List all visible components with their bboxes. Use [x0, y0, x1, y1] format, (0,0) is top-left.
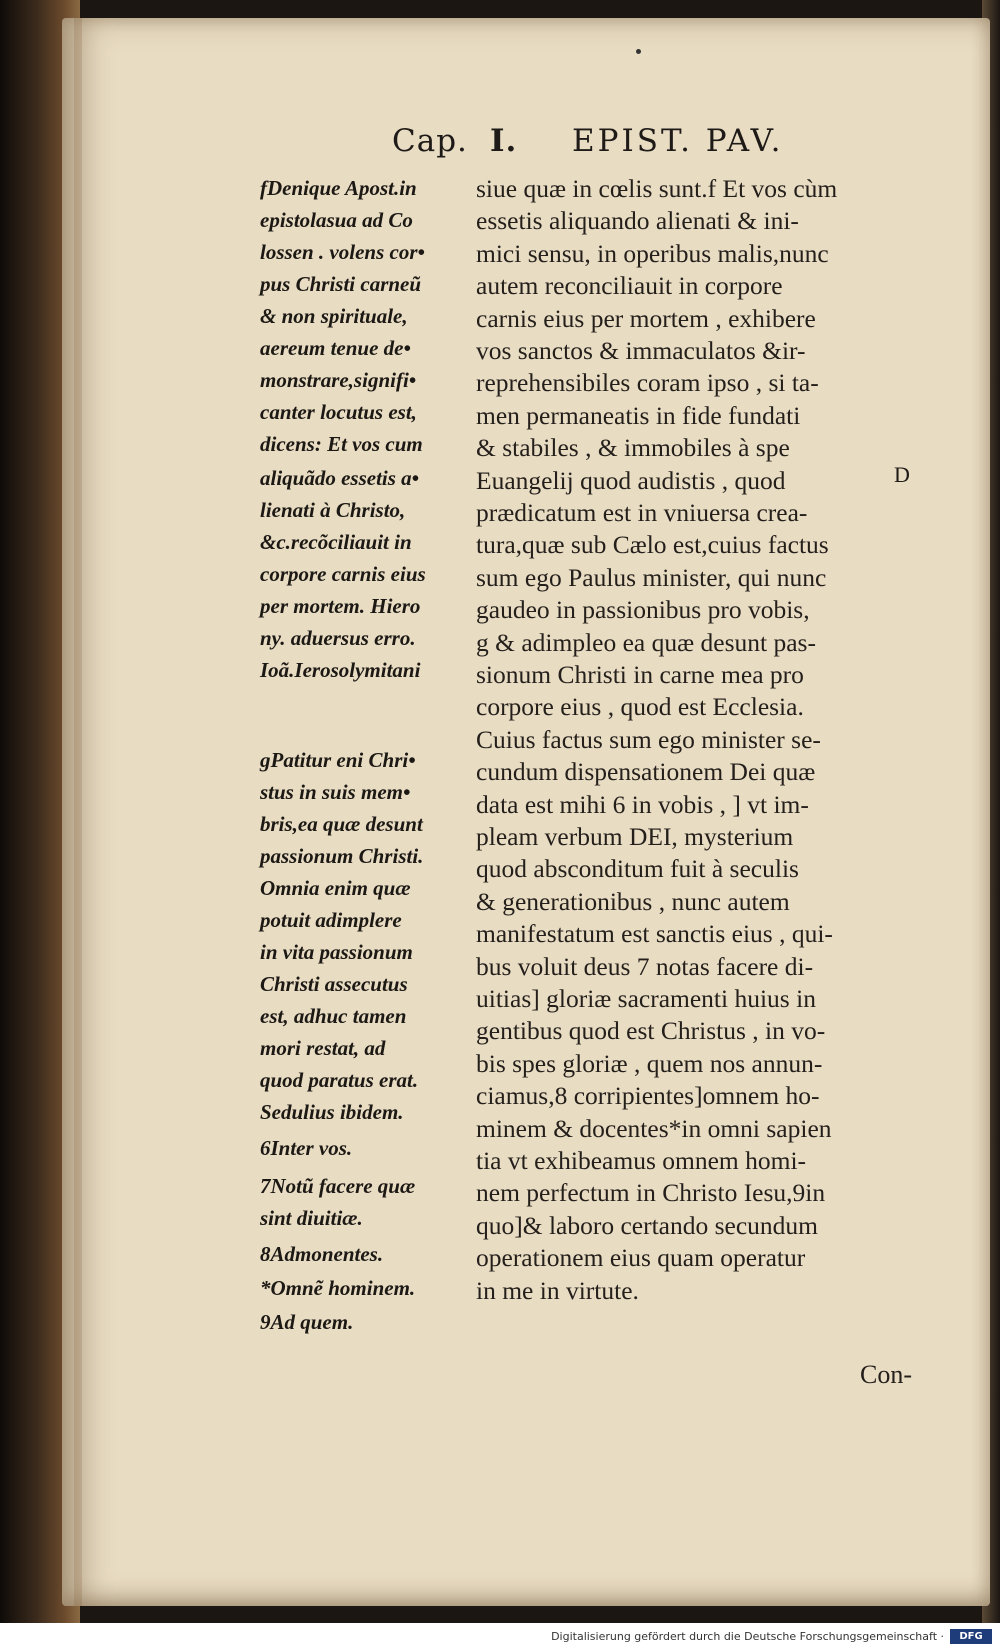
margin-line: Sedulius ibidem. — [260, 1100, 404, 1124]
margin-line: passionum Christi. — [260, 844, 424, 868]
text-line: vos sanctos & immaculatos &ir- — [476, 336, 806, 365]
text-line: g & adimpleo ea quæ desunt pas- — [476, 628, 816, 657]
margin-line: est, adhuc tamen — [260, 1004, 407, 1028]
margin-line: sint diuitiæ. — [260, 1206, 363, 1230]
text-line: minem & docentes*in omni sapien — [476, 1114, 832, 1143]
text-line: siue quæ in cœlis sunt.f Et vos cùm — [476, 174, 838, 203]
margin-line: 8Admonentes. — [260, 1242, 384, 1266]
catchword: Con- — [860, 1360, 912, 1389]
margin-line: stus in suis mem• — [260, 780, 411, 804]
text-line: & stabiles , & immobiles à spe — [476, 433, 790, 462]
margin-line: ny. aduersus erro. — [260, 626, 416, 650]
text-line: autem reconciliauit in corpore — [476, 271, 783, 300]
margin-line: fDenique Apost.in — [260, 176, 417, 200]
margin-line: Ioã.Ierosolymitani — [260, 658, 421, 682]
margin-line: bris,ea quæ desunt — [260, 812, 423, 836]
margin-line: epistolasua ad Co — [260, 208, 413, 232]
text-line: bus voluit deus 7 notas facere di- — [476, 952, 814, 981]
running-title: EPIST. PAV. — [572, 123, 784, 159]
margin-line: quod paratus erat. — [260, 1068, 419, 1092]
margin-line: 6Inter vos. — [260, 1136, 353, 1160]
margin-line: 9Ad quem. — [260, 1310, 354, 1334]
text-line: operationem eius quam operatur — [476, 1243, 806, 1272]
book-page — [62, 18, 990, 1606]
text-line: ciamus,8 corripientes]omnem ho- — [476, 1081, 820, 1110]
margin-line: lienati à Christo, — [260, 498, 406, 522]
text-line: reprehensibiles coram ipso , si ta- — [476, 368, 819, 397]
margin-line: aliquãdo essetis a• — [260, 466, 420, 490]
margin-line: *Omnẽ hominem. — [260, 1276, 416, 1300]
text-line: gaudeo in passionibus pro vobis, — [476, 595, 810, 624]
funding-credit: Digitalisierung gefördert durch die Deutsche Forschungsgemeinschaft · — [551, 1630, 944, 1643]
digitization-footer — [0, 1623, 1000, 1649]
margin-line: in vita passionum — [260, 940, 413, 964]
chapter-label: Cap. — [392, 123, 468, 159]
dfg-logo-icon: DFG — [950, 1629, 992, 1644]
margin-line: Omnia enim quæ — [260, 876, 411, 900]
text-line: quo]& laboro certando secundum — [476, 1211, 819, 1240]
text-line: Cuius factus sum ego minister se- — [476, 725, 821, 754]
text-line: nem perfectum in Christo Iesu,9in — [476, 1178, 826, 1207]
text-line: bis spes gloriæ , quem nos annun- — [476, 1049, 823, 1078]
text-line: prædicatum est in vniuersa crea- — [476, 498, 808, 527]
chapter-number: I. — [490, 123, 518, 159]
text-line: gentibus quod est Christus , in vo- — [476, 1016, 826, 1045]
margin-line: & non spirituale, — [260, 304, 408, 328]
margin-line: potuit adimplere — [260, 908, 402, 932]
text-line: data est mihi 6 in vobis , ] vt im- — [476, 790, 809, 819]
text-line: quod absconditum fuit à seculis — [476, 854, 799, 883]
margin-line: aereum tenue de• — [260, 336, 411, 360]
text-line: sionum Christi in carne mea pro — [476, 660, 804, 689]
margin-line: &c.recõciliauit in — [260, 530, 412, 554]
text-line: tia vt exhibeamus omnem homi- — [476, 1146, 807, 1175]
margin-line: gPatitur eni Chri• — [260, 748, 416, 772]
text-line: corpore eius , quod est Ecclesia. — [476, 692, 804, 721]
page-mark — [636, 49, 641, 54]
margin-line: monstrare,signifi• — [260, 368, 417, 392]
margin-line: pus Christi carneũ — [260, 272, 422, 296]
text-line: tura,quæ sub Cælo est,cuius factus — [476, 530, 829, 559]
text-line: mici sensu, in operibus malis,nunc — [476, 239, 829, 268]
text-line: in me in virtute. — [476, 1276, 639, 1305]
text-line: pleam verbum DEI, mysterium — [476, 822, 794, 851]
text-line: sum ego Paulus minister, qui nunc — [476, 563, 827, 592]
margin-line: canter locutus est, — [260, 400, 417, 424]
text-line: & generationibus , nunc autem — [476, 887, 790, 916]
text-line: Euangelij quod audistis , quod — [476, 466, 786, 495]
margin-line: mori restat, ad — [260, 1036, 386, 1060]
text-line: carnis eius per mortem , exhibere — [476, 304, 816, 333]
section-marker-letter: D — [894, 462, 910, 487]
text-line: uitias] gloriæ sacramenti huius in — [476, 984, 816, 1013]
margin-line: 7Notũ facere quæ — [260, 1174, 416, 1198]
text-line: manifestatum est sanctis eius , qui- — [476, 919, 833, 948]
margin-line: lossen . volens cor• — [260, 240, 425, 264]
margin-line: per mortem. Hiero — [260, 594, 421, 618]
margin-line: dicens: Et vos cum — [260, 432, 423, 456]
text-line: men permaneatis in fide fundati — [476, 401, 801, 430]
margin-line: corpore carnis eius — [260, 562, 426, 586]
text-line: essetis aliquando alienati & ini- — [476, 206, 799, 235]
text-line: cundum dispensationem Dei quæ — [476, 757, 816, 786]
margin-line: Christi assecutus — [260, 972, 408, 996]
